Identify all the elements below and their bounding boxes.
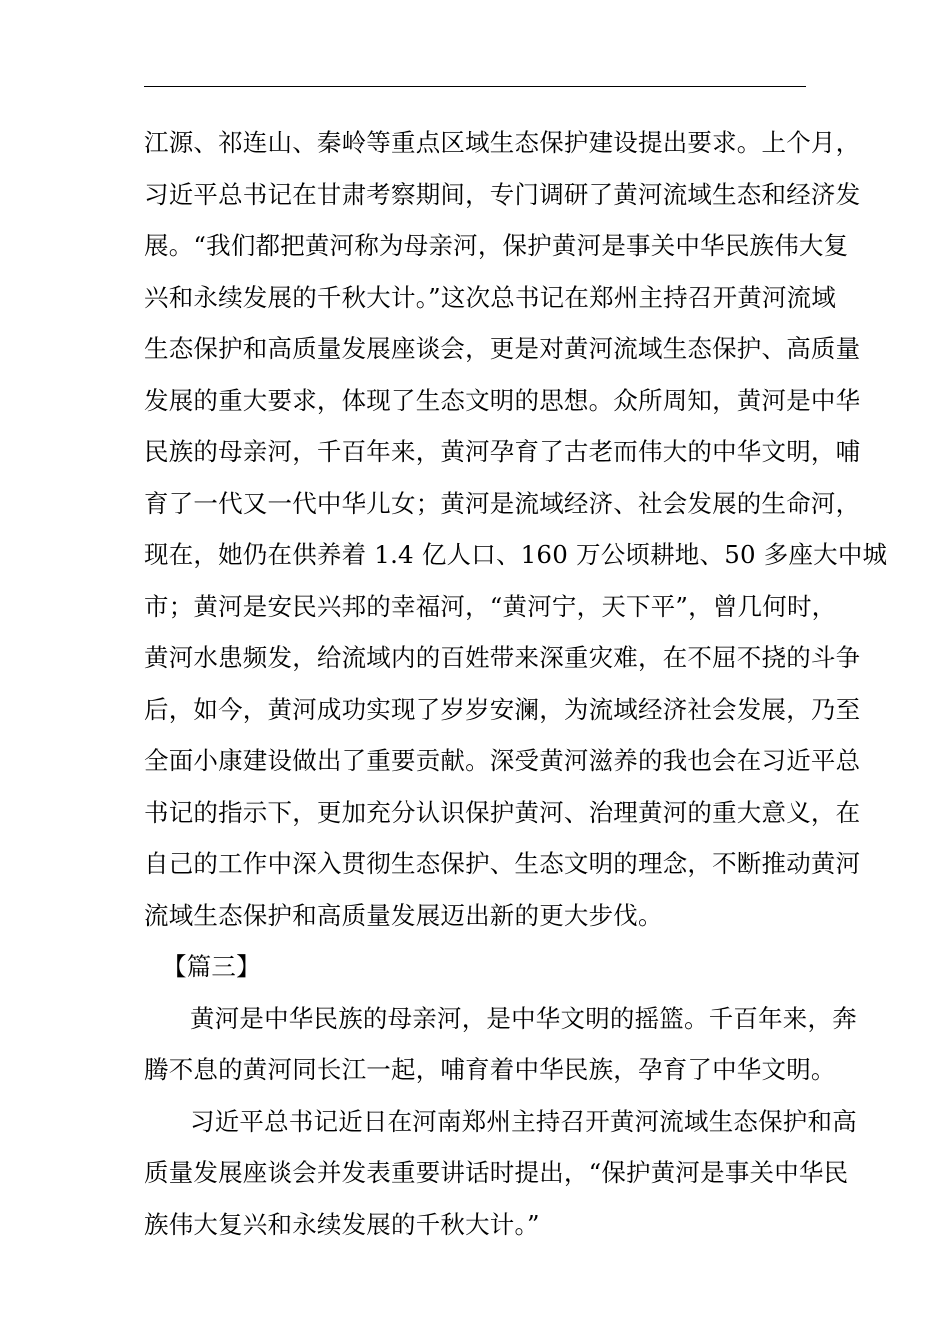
paragraph-line: 自己的工作中深入贯彻生态保护、生态文明的理念，不断推动黄河 — [144, 849, 861, 878]
paragraph-line: 族伟大复兴和永续发展的千秋大计。” — [144, 1209, 540, 1239]
section-heading: 【篇三】 — [162, 952, 261, 981]
paragraph-line: 流域生态保护和高质量发展迈出新的更大步伐。 — [144, 900, 663, 930]
paragraph-line: 兴和永续发展的千秋大计。”这次总书记在郑州主持召开黄河流域 — [144, 282, 837, 312]
paragraph-line: 展。“我们都把黄河称为母亲河，保护黄河是事关中华民族伟大复 — [144, 231, 849, 260]
paragraph-line: 民族的母亲河，千百年来，黄河孕育了古老而伟大的中华文明，哺 — [144, 437, 861, 466]
paragraph-line: 黄河水患频发，给流域内的百姓带来深重灾难，在不屈不挠的斗争 — [144, 643, 861, 672]
document-body — [144, 117, 888, 1250]
paragraph-line: 腾不息的黄河同长江一起，哺育着中华民族，孕育了中华文明。 — [144, 1055, 836, 1084]
paragraph-line: 现在，她仍在供养着 1.4 亿人口、160 万公顷耕地、50 多座大中城 — [144, 540, 888, 569]
paragraph-line: 江源、祁连山、秦岭等重点区域生态保护建设提出要求。上个月， — [144, 128, 861, 157]
paragraph-line: 书记的指示下，更加充分认识保护黄河、治理黄河的重大意义，在 — [144, 797, 861, 827]
paragraph-line: 育了一代又一代中华儿女；黄河是流域经济、社会发展的生命河， — [144, 488, 861, 518]
paragraph-line: 发展的重大要求，体现了生态文明的思想。众所周知，黄河是中华 — [144, 385, 861, 415]
paragraph-line: 习近平总书记近日在河南郑州主持召开黄河流域生态保护和高 — [190, 1106, 857, 1136]
header-rule — [144, 86, 806, 87]
paragraph-line: 市；黄河是安民兴邦的幸福河，“黄河宁，天下平”，曾几何时， — [144, 591, 837, 621]
paragraph-line: 习近平总书记在甘肃考察期间，专门调研了黄河流域生态和经济发 — [144, 179, 861, 209]
paragraph-line: 后，如今，黄河成功实现了岁岁安澜，为流域经济社会发展，乃至 — [144, 694, 861, 724]
paragraph-line: 生态保护和高质量发展座谈会，更是对黄河流域生态保护、高质量 — [144, 334, 861, 363]
paragraph-line: 质量发展座谈会并发表重要讲话时提出，“保护黄河是事关中华民 — [144, 1158, 849, 1187]
paragraph-line: 黄河是中华民族的母亲河，是中华文明的摇篮。千百年来，奔 — [190, 1003, 857, 1033]
paragraph-line: 全面小康建设做出了重要贡献。深受黄河滋养的我也会在习近平总 — [144, 746, 861, 775]
